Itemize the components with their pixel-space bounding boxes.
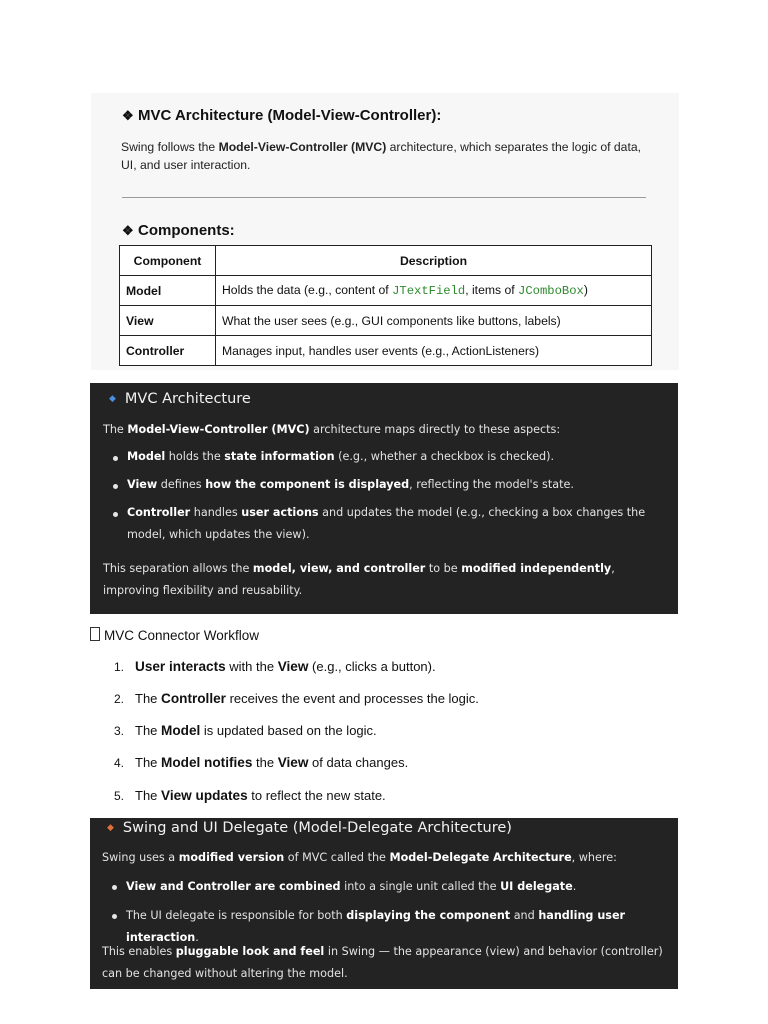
list-item: View and Controller are combined into a single unit called the UI delegate. bbox=[126, 880, 577, 893]
component-description: What the user sees (e.g., GUI components like buttons, labels) bbox=[216, 306, 652, 336]
dark-mvc-intro: The Model-View-Controller (MVC) architecture maps directly to these aspects: bbox=[103, 423, 561, 436]
list-item: View defines how the component is displayed, reflecting the model's state. bbox=[127, 478, 574, 491]
blue-diamond-icon: ◆ bbox=[109, 394, 116, 404]
table-row bbox=[120, 336, 652, 366]
delegate-intro: Swing uses a modified version of MVC called the Model-Delegate Architecture, where: bbox=[102, 851, 617, 864]
bullet-dot bbox=[113, 512, 118, 517]
orange-diamond-icon: ◆ bbox=[107, 823, 114, 833]
divider bbox=[122, 197, 646, 198]
delegate-outro: This enables pluggable look and feel in Swing — the appearance (view) and behavior (controller) can be changed without altering the model. bbox=[102, 945, 663, 980]
table-row bbox=[120, 276, 652, 306]
column-header-component: Component bbox=[120, 246, 216, 276]
list-item: The UI delegate is responsible for both displaying the component and handling user interaction. bbox=[126, 909, 626, 944]
code-text: JComboBox bbox=[518, 284, 584, 298]
component-name: Model bbox=[120, 276, 216, 306]
component-description: Manages input, handles user events (e.g., ActionListeners) bbox=[216, 336, 652, 366]
list-item: 1. User interacts with the View (e.g., clicks a button). bbox=[114, 659, 436, 674]
bullet-dot bbox=[112, 885, 117, 890]
column-header-description: Description bbox=[216, 246, 652, 276]
dark-mvc-outro: This separation allows the model, view, and controller to be modified independently, improving flexibility and reusability. bbox=[103, 562, 615, 597]
table-header-row bbox=[120, 246, 652, 276]
list-item: 5. The View updates to reflect the new state. bbox=[114, 788, 386, 803]
bullet-dot bbox=[113, 456, 118, 461]
diamond-icon: ❖ bbox=[122, 108, 134, 123]
mvc-intro-paragraph: Swing follows the Model-View-Controller (MVC) architecture, which separates the logic of data, UI, and user interaction. bbox=[121, 140, 641, 172]
dark-delegate-title: ◆ Swing and UI Delegate (Model-Delegate Architecture) bbox=[107, 820, 512, 836]
mvc-heading: ❖ MVC Architecture (Model-View-Controller): bbox=[122, 107, 442, 124]
list-item: Controller handles user actions and updates the model (e.g., checking a box changes the model, which updates the view). bbox=[127, 506, 646, 541]
bullet-dot bbox=[113, 484, 118, 489]
component-name: Controller bbox=[120, 336, 216, 366]
bullet-dot bbox=[112, 914, 117, 919]
components-heading: ❖ Components: bbox=[122, 222, 235, 239]
mvc-architecture-dark-panel bbox=[90, 383, 678, 614]
list-item: 3. The Model is updated based on the logic. bbox=[114, 723, 377, 738]
workflow-heading: MVC Connector Workflow bbox=[90, 627, 259, 643]
diamond-icon: ❖ bbox=[122, 223, 134, 238]
dark-mvc-title: ◆ MVC Architecture bbox=[109, 391, 251, 407]
ui-delegate-dark-panel bbox=[90, 818, 678, 989]
components-table bbox=[119, 245, 652, 366]
component-description: Holds the data (e.g., content of JTextField, items of JComboBox) bbox=[216, 276, 652, 306]
list-item: 4. The Model notifies the View of data changes. bbox=[114, 755, 409, 770]
component-name: View bbox=[120, 306, 216, 336]
table-row bbox=[120, 306, 652, 336]
list-item: Model holds the state information (e.g., whether a checkbox is checked). bbox=[127, 450, 555, 463]
code-text: JTextField bbox=[392, 284, 466, 298]
list-item: 2. The Controller receives the event and processes the logic. bbox=[114, 691, 479, 706]
missing-glyph-icon bbox=[90, 627, 100, 641]
